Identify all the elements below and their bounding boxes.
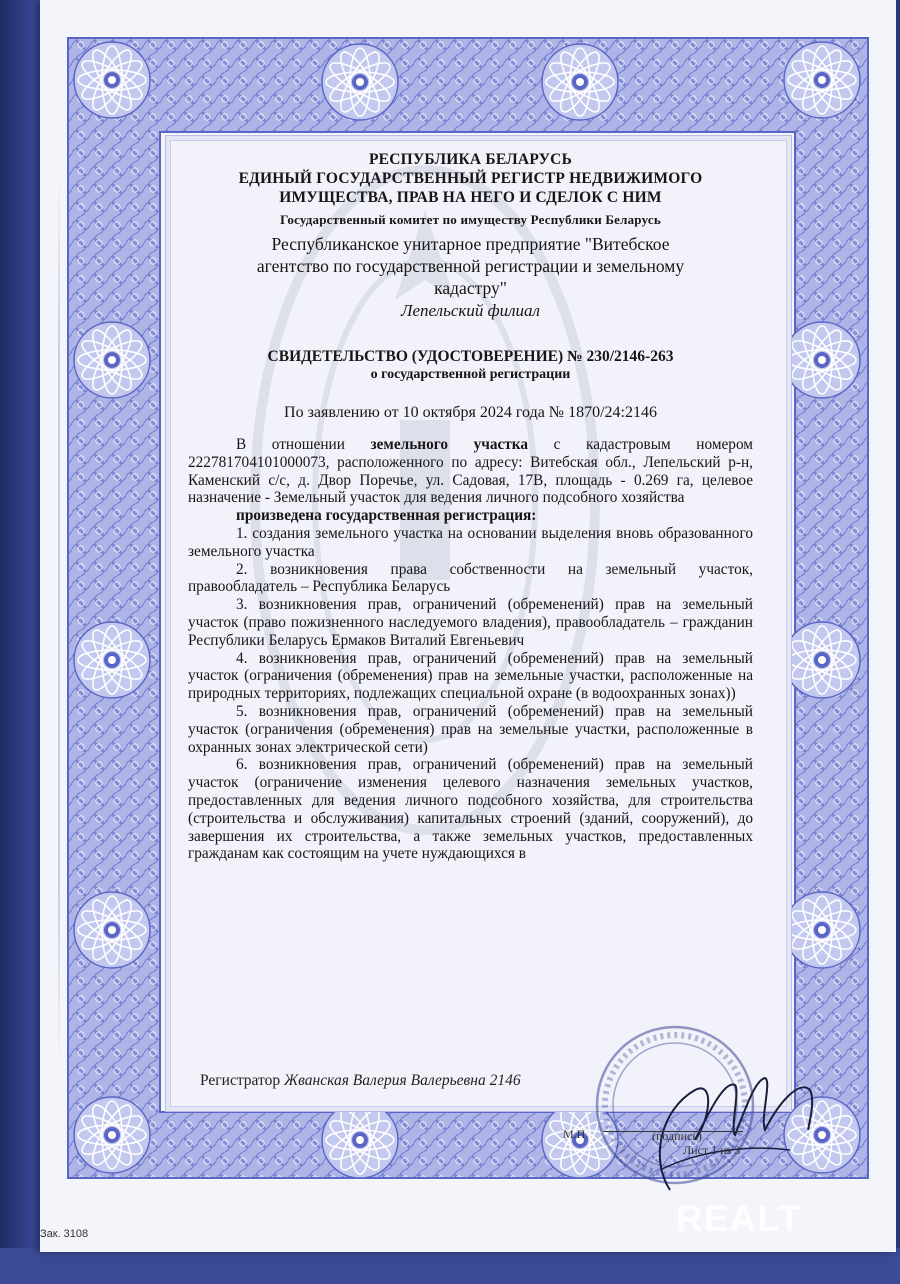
registration-item: 3. возникновения прав, ограничений (обременений) прав на земельный участок (право пожизненного наследуемого владения), правообладатель – гражданин Республики Беларусь Ермаков Виталий Евгеньевич bbox=[188, 596, 753, 649]
header-registry-line1: ЕДИНЫЙ ГОСУДАРСТВЕННЫЙ РЕГИСТР НЕДВИЖИМОГО bbox=[238, 170, 703, 187]
intro-bold: земельного участка bbox=[370, 436, 529, 453]
certificate-title: СВИДЕТЕЛЬСТВО (УДОСТОВЕРЕНИЕ) № 230/2146-263 bbox=[267, 348, 674, 365]
branch-name: Лепельский филиал bbox=[401, 301, 540, 320]
registration-heading: произведена государственная регистрация: bbox=[236, 507, 537, 525]
registration-item: 1. создания земельного участка на основании выделения вновь образованного земельного участка bbox=[188, 524, 753, 560]
stamp-place-label: М.П. bbox=[563, 1127, 589, 1141]
site-watermark: REALT bbox=[676, 1198, 802, 1239]
agency-name bbox=[188, 233, 753, 299]
application-reference: По заявлению от 10 октября 2024 года № 1870/24:2146 bbox=[284, 404, 657, 421]
sheet-number: Лист 1 из 3 bbox=[683, 1143, 741, 1157]
header-republic: РЕСПУБЛИКА БЕЛАРУСЬ bbox=[368, 151, 573, 168]
intro-rest: с кадастровым номером 222781704101000073, расположенного по адресу: Витебская обл., Лепельский р-н, Каменский с/с, д. Двор Поречье, ул. Садовая, 17В, площадь - 0.269 га, целевое назначение - Земельный участок для ведения личного подсобного хозяйства bbox=[188, 436, 753, 507]
certificate-body bbox=[188, 436, 753, 863]
registrar-line bbox=[200, 1072, 521, 1090]
certificate-subtitle: о государственной регистрации bbox=[370, 367, 571, 382]
signature-caption: (подпись) bbox=[652, 1129, 702, 1143]
agency-line-3: кадастру" bbox=[434, 278, 507, 298]
agency-line-2: агентство по государственной регистрации и земельному bbox=[256, 256, 685, 276]
print-order-number: Зак. 3108 bbox=[40, 1228, 89, 1240]
intro-prefix: В отношении bbox=[236, 436, 371, 453]
header-registry-line2: ИМУЩЕСТВА, ПРАВ НА НЕГО И СДЕЛОК С НИМ bbox=[279, 189, 662, 206]
registrar-label: Регистратор bbox=[200, 1072, 281, 1089]
registration-item: 5. возникновения прав, ограничений (обременений) прав на земельный участок (ограничения (обременения) прав на земельные участки, расположенные в охранных зонах электрической сети) bbox=[188, 702, 753, 756]
registration-item: 6. возникновения прав, ограничений (обременений) прав на земельный участок (ограничение изменения целевого назначения земельных участков, предоставленных для ведения личного подсобного хозяйства, для строительства (строительства и обслуживания) капитальных строений (зданий, сооружений), до завершения их строительства, а также земельных участков, предоставленных гражданам как состоящим на учете нуждающихся в bbox=[188, 756, 753, 863]
certificate-content bbox=[188, 150, 753, 863]
registrar-name: Жванская Валерия Валерьевна 2146 bbox=[283, 1072, 521, 1089]
registration-item: 2. возникновения права собственности на земельный участок, правообладатель – Республика Беларусь bbox=[188, 560, 753, 596]
header-committee: Государственный комитет по имуществу Республики Беларусь bbox=[280, 212, 661, 227]
registrar-signature bbox=[640, 1050, 820, 1200]
land-plot-description bbox=[188, 436, 753, 507]
agency-line-1: Республиканское унитарное предприятие "Витебское bbox=[271, 234, 670, 254]
registration-item: 4. возникновения прав, ограничений (обременений) прав на земельный участок (ограничения (обременения) прав на земельные участки, расположенные на природных территориях, подлежащих специальной охране (в водоохранных зонах)) bbox=[188, 649, 753, 703]
